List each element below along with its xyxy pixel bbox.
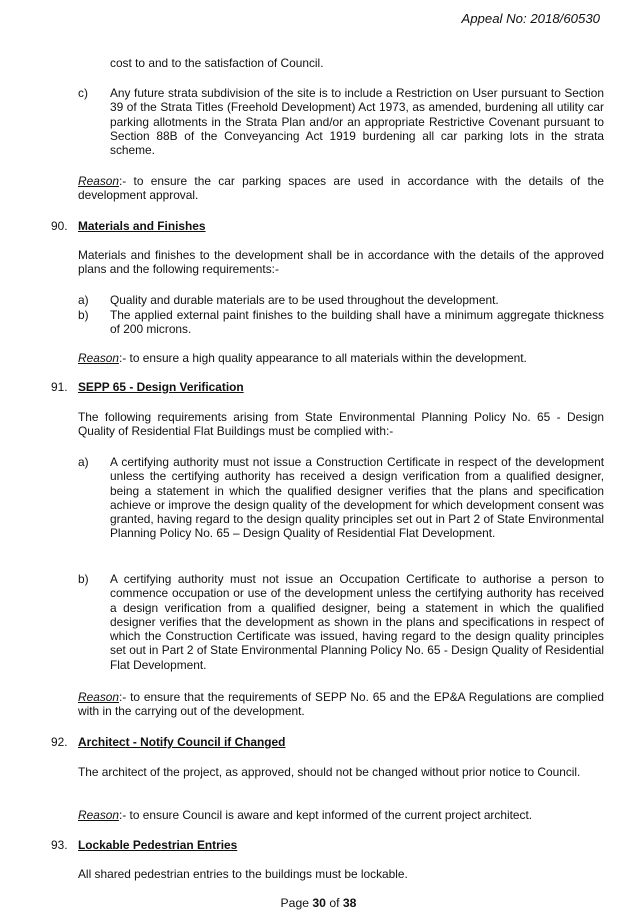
appeal-number: Appeal No: 2018/60530 [461,11,600,26]
condition-heading: Lockable Pedestrian Entries [78,838,238,852]
condition-number: 92. [51,735,68,749]
item-c-text: Any future strata subdivision of the site is to include a Restriction on User pursuant to Section 39 of the Strata Titles (Freehold Development) Act 1973, as amended, burdening all utility car parking allotments in the Strata Plan and/or an appropriate Restrictive Covenant pursuant to Section 88B of the Conveyancing Act 1919 burdening all car parking lots in the strata scheme. [110,86,604,158]
continued-line: cost to and to the satisfaction of Council. [110,56,324,70]
condition-number: 90. [51,219,68,233]
item-text: The applied external paint finishes to the building shall have a minimum aggregate thickness of 200 microns. [110,308,604,337]
item-text: A certifying authority must not issue a Construction Certificate in respect of the development unless the certifying authority has received a design verification from a qualified designer, being a statement in which the qualified designer verifies that the plans and specification achieve or improve the design quality of the development for which development consent was granted, having regard to the design quality principles set out in Part 2 of State Environmental Planning Policy No. 65 – Design Quality of Residential Flat Development. [110,455,604,541]
item-label: a) [78,293,89,307]
reason-paragraph [78,351,604,365]
condition-number: 91. [51,380,68,394]
page-number: 30 [312,896,326,910]
condition-intro: The following requirements arising from State Environmental Planning Policy No. 65 - Design Quality of Residential Flat Buildings must be complied with:- [78,410,604,439]
reason-label: Reason [78,351,119,365]
page-total: 38 [342,896,357,910]
condition-body: The architect of the project, as approved, should not be changed without prior notice to Council. [78,765,581,779]
reason-label: Reason [78,174,119,188]
reason-text: :- to ensure the car parking spaces are used in accordance with the details of the development approval. [78,174,604,203]
page-footer [0,896,637,910]
reason-label: Reason [78,690,119,704]
item-text: Quality and durable materials are to be used throughout the development. [110,293,499,307]
condition-heading: Architect - Notify Council if Changed [78,735,286,749]
condition-intro: Materials and finishes to the development shall be in accordance with the details of the approved plans and the following requirements:- [78,248,604,277]
item-label: b) [78,572,89,586]
reason-paragraph [78,690,604,719]
condition-number: 93. [51,838,68,852]
reason-label: Reason [78,808,119,822]
condition-heading: Materials and Finishes [78,219,206,233]
reason-text: :- to ensure that the requirements of SEPP No. 65 and the EP&A Regulations are complied with in the carrying out of the development. [78,690,604,719]
page-word: Page [280,896,309,910]
of-word: of [329,896,340,910]
reason-paragraph [78,808,604,822]
item-label: c) [78,86,88,100]
reason-paragraph [78,174,604,203]
item-label: b) [78,308,89,322]
reason-text: :- to ensure a high quality appearance to all materials within the development. [118,351,527,365]
condition-body: All shared pedestrian entries to the buildings must be lockable. [78,867,408,881]
item-text: A certifying authority must not issue an Occupation Certificate to authorise a person to commence occupation or use of the development unless the certifying authority has received a design verification from a qualified designer, being a statement in which the qualified designer verifies that the development as shown in the plans and specifications in respect of which the Construction Certificate was issued, having regard to the design quality principles set out in Part 2 of State Environmental Planning Policy No. 65 - Design Quality of Residential Flat Development. [110,572,604,672]
reason-text: :- to ensure Council is aware and kept informed of the current project architect. [118,808,533,822]
condition-heading: SEPP 65 - Design Verification [78,380,244,394]
item-label: a) [78,455,89,469]
